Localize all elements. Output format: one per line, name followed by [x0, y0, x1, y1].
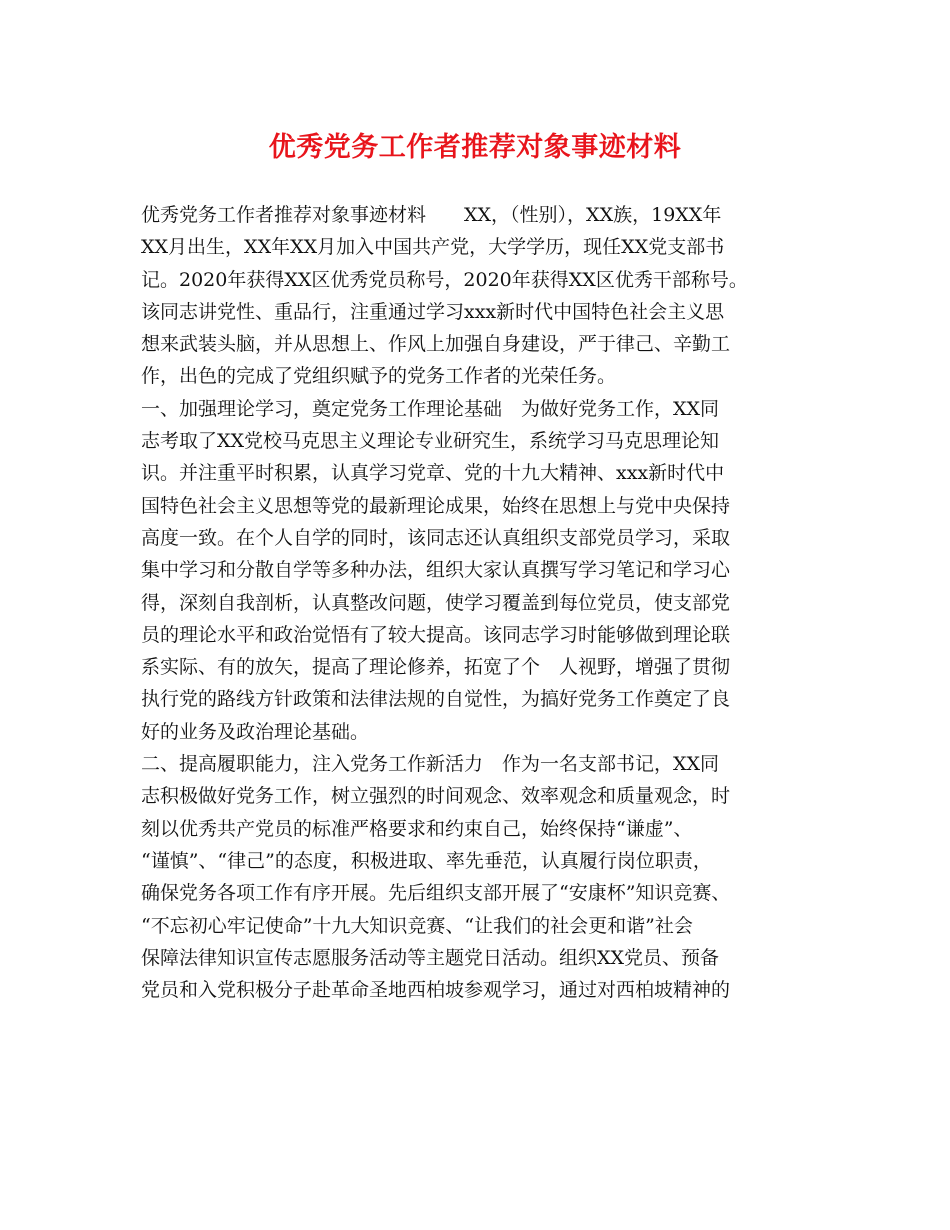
body-line: 该同志讲党性、重品行，注重通过学习xxx新时代中国特色社会主义思 — [141, 300, 725, 323]
body-line: 志考取了XX党校马克思主义理论专业研究生，系统学习马克思理论知 — [141, 430, 720, 453]
document-title: 优秀党务工作者推荐对象事迹材料 — [268, 132, 682, 163]
document-body — [141, 199, 811, 1006]
body-line: 保障法律知识宣传志愿服务活动等主题党日活动。组织XX党员、预备 — [141, 946, 720, 969]
body-line: 志积极做好党务工作，树立强烈的时间观念、效率观念和质量观念，时 — [141, 785, 731, 808]
body-line: 优秀党务工作者推荐对象事迹材料 XX，（性别），XX族，19XX年 — [141, 204, 722, 226]
body-line: 得，深刻自我剖析，认真整改问题，使学习覆盖到每位党员，使支部党 — [141, 591, 731, 614]
body-line: 记。2020年获得XX区优秀党员称号，2020年获得XX区优秀干部称号。 — [141, 268, 748, 291]
section-heading-line: 二、提高履职能力，注入党务工作新活力 作为一名支部书记，XX同 — [141, 753, 720, 776]
body-line: “谨慎”、“律己”的态度，积极进取、率先垂范，认真履行岗位职责， — [141, 849, 712, 872]
body-line: 员的理论水平和政治觉悟有了较大提高。该同志学习时能够做到理论联 — [141, 623, 731, 646]
body-line: 系实际、有的放矢，提高了理论修养，拓宽了个 人视野，增强了贯彻 — [141, 656, 731, 679]
body-line: 党员和入党积极分子赴革命圣地西柏坡参观学习，通过对西柏坡精神的 — [141, 979, 731, 1002]
body-line: 国特色社会主义思想等党的最新理论成果，始终在思想上与党中央保持 — [141, 494, 731, 517]
body-line: 高度一致。在个人自学的同时，该同志还认真组织支部党员学习，采取 — [141, 526, 731, 549]
body-line: “不忘初心牢记使命”十九大知识竞赛、“让我们的社会更和谐”社会 — [141, 914, 693, 937]
body-line: 识。并注重平时积累，认真学习党章、党的十九大精神、xxx新时代中 — [141, 462, 725, 485]
body-line: 作，出色的完成了党组织赋予的党务工作者的光荣任务。 — [141, 365, 617, 388]
body-line: 好的业务及政治理论基础。 — [141, 720, 370, 743]
body-line: 想来武装头脑，并从思想上、作风上加强自身建设，严于律己、辛勤工 — [141, 333, 731, 356]
body-line: 执行党的路线方针政策和法律法规的自觉性，为搞好党务工作奠定了良 — [141, 688, 731, 711]
body-line: 确保党务各项工作有序开展。先后组织支部开展了“安康杯”知识竞赛、 — [141, 882, 731, 905]
body-line: 刻以优秀共产党员的标准严格要求和约束自己，始终保持“谦虚”、 — [141, 817, 693, 840]
body-line: XX月出生，XX年XX月加入中国共产党，大学学历，现任XX党支部书 — [141, 236, 725, 259]
section-heading-line: 一、加强理论学习，奠定党务工作理论基础 为做好党务工作，XX同 — [141, 397, 720, 420]
body-line: 集中学习和分散自学等多种办法，组织大家认真撰写学习笔记和学习心 — [141, 559, 731, 582]
